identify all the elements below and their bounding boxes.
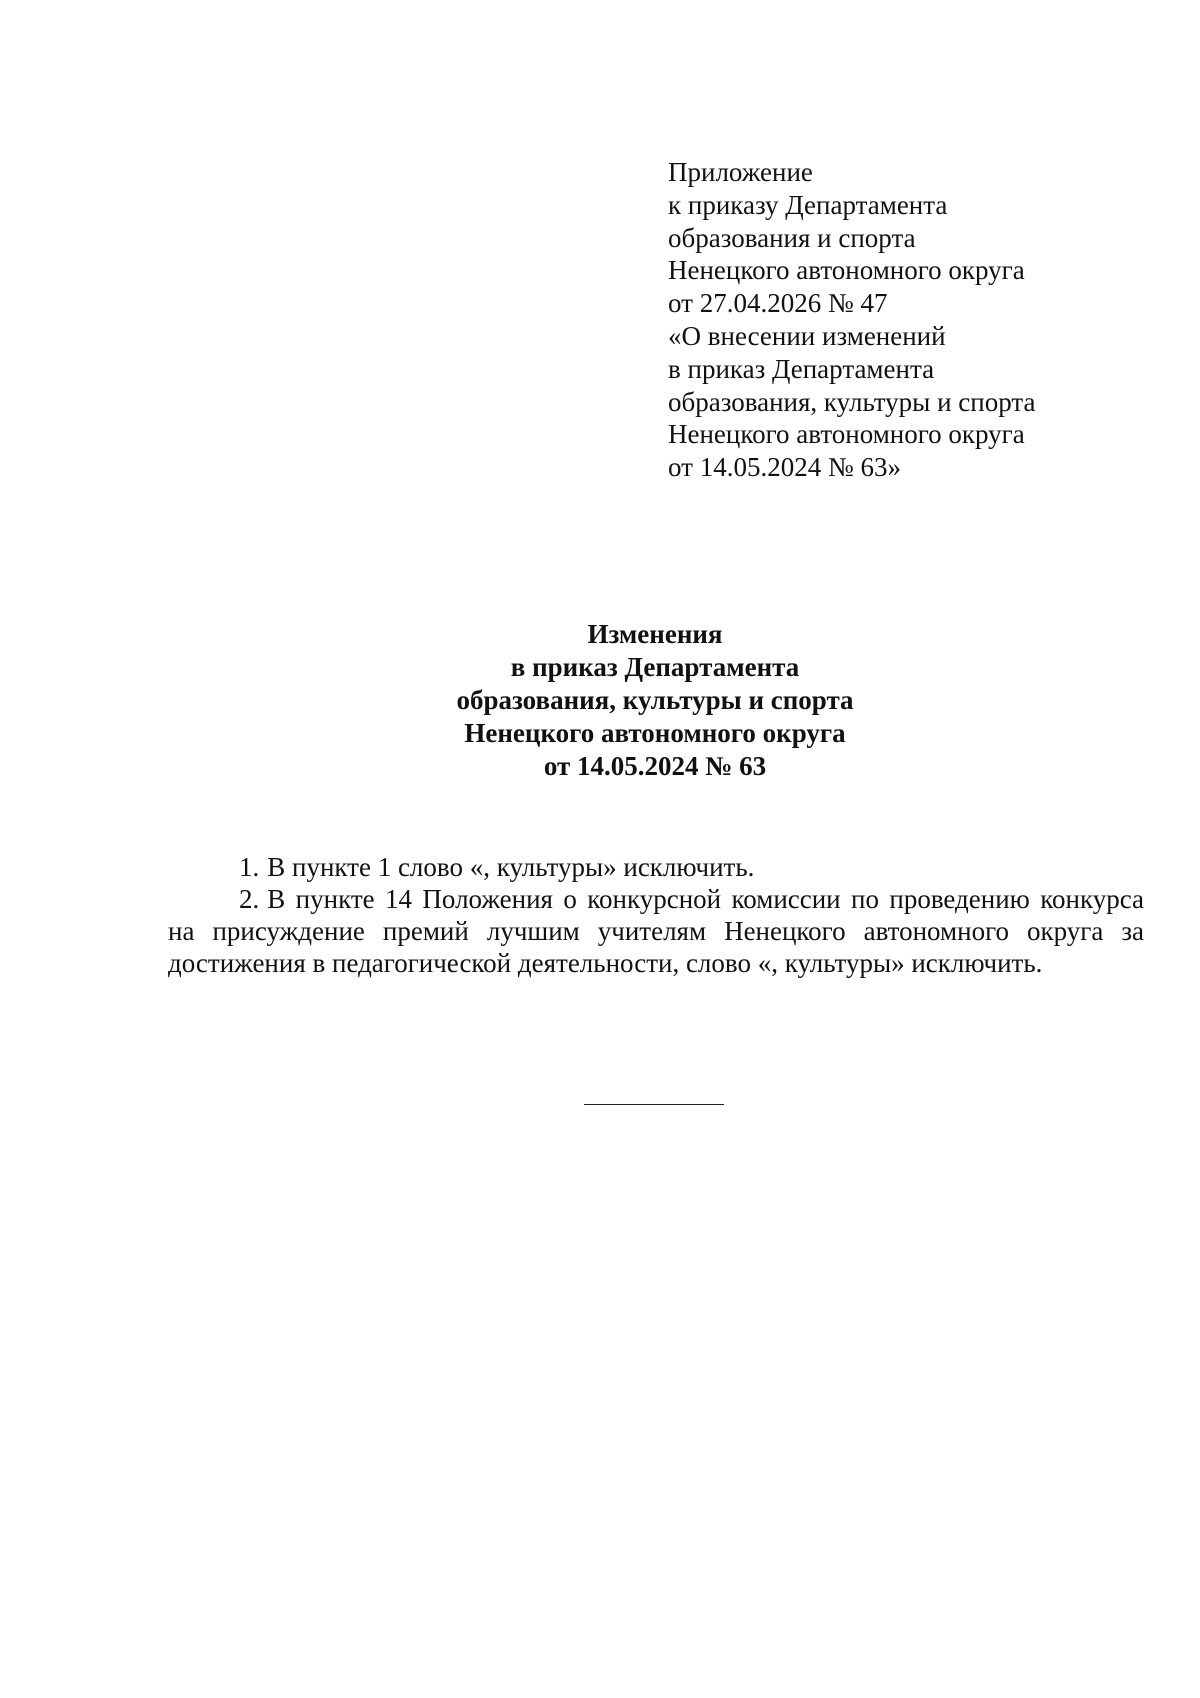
item-text: В пункте 1 слово «, культуры» исключить. xyxy=(267,852,755,882)
list-item xyxy=(168,851,1144,883)
appendix-line: в приказ Департамента xyxy=(668,353,935,384)
document-title xyxy=(300,618,1010,783)
appendix-line: Ненецкого автономного округа xyxy=(668,255,1025,286)
appendix-line: от 27.04.2026 № 47 xyxy=(668,288,888,319)
appendix-line: «О внесении изменений xyxy=(668,320,946,351)
appendix-line: образования, культуры и спорта xyxy=(668,386,1036,417)
list-item xyxy=(168,883,1144,979)
item-text: В пункте 14 Положения о конкурсной комиссии по проведению конкурса на присуждение премий лучшим учителям Ненецкого автономного округа за достижения в педагогической деятельности, слово «, культуры» исключить. xyxy=(168,884,1144,978)
title-line: от 14.05.2024 № 63 xyxy=(543,751,767,781)
document-body xyxy=(168,851,1144,979)
appendix-line: Ненецкого автономного округа xyxy=(668,419,1025,450)
title-line: Изменения xyxy=(587,619,723,649)
appendix-line: Приложение xyxy=(668,157,813,187)
title-line: Ненецкого автономного округа xyxy=(464,718,846,748)
closing-divider xyxy=(584,1104,724,1105)
appendix-line: от 14.05.2024 № 63» xyxy=(668,452,901,483)
item-number: 2. xyxy=(239,884,260,914)
appendix-block xyxy=(668,156,1128,484)
title-line: в приказ Департамента xyxy=(510,652,800,682)
appendix-line: к приказу Департамента xyxy=(668,189,948,220)
appendix-line: образования и спорта xyxy=(668,222,916,253)
title-line: образования, культуры и спорта xyxy=(456,685,854,715)
item-number: 1. xyxy=(239,852,260,882)
